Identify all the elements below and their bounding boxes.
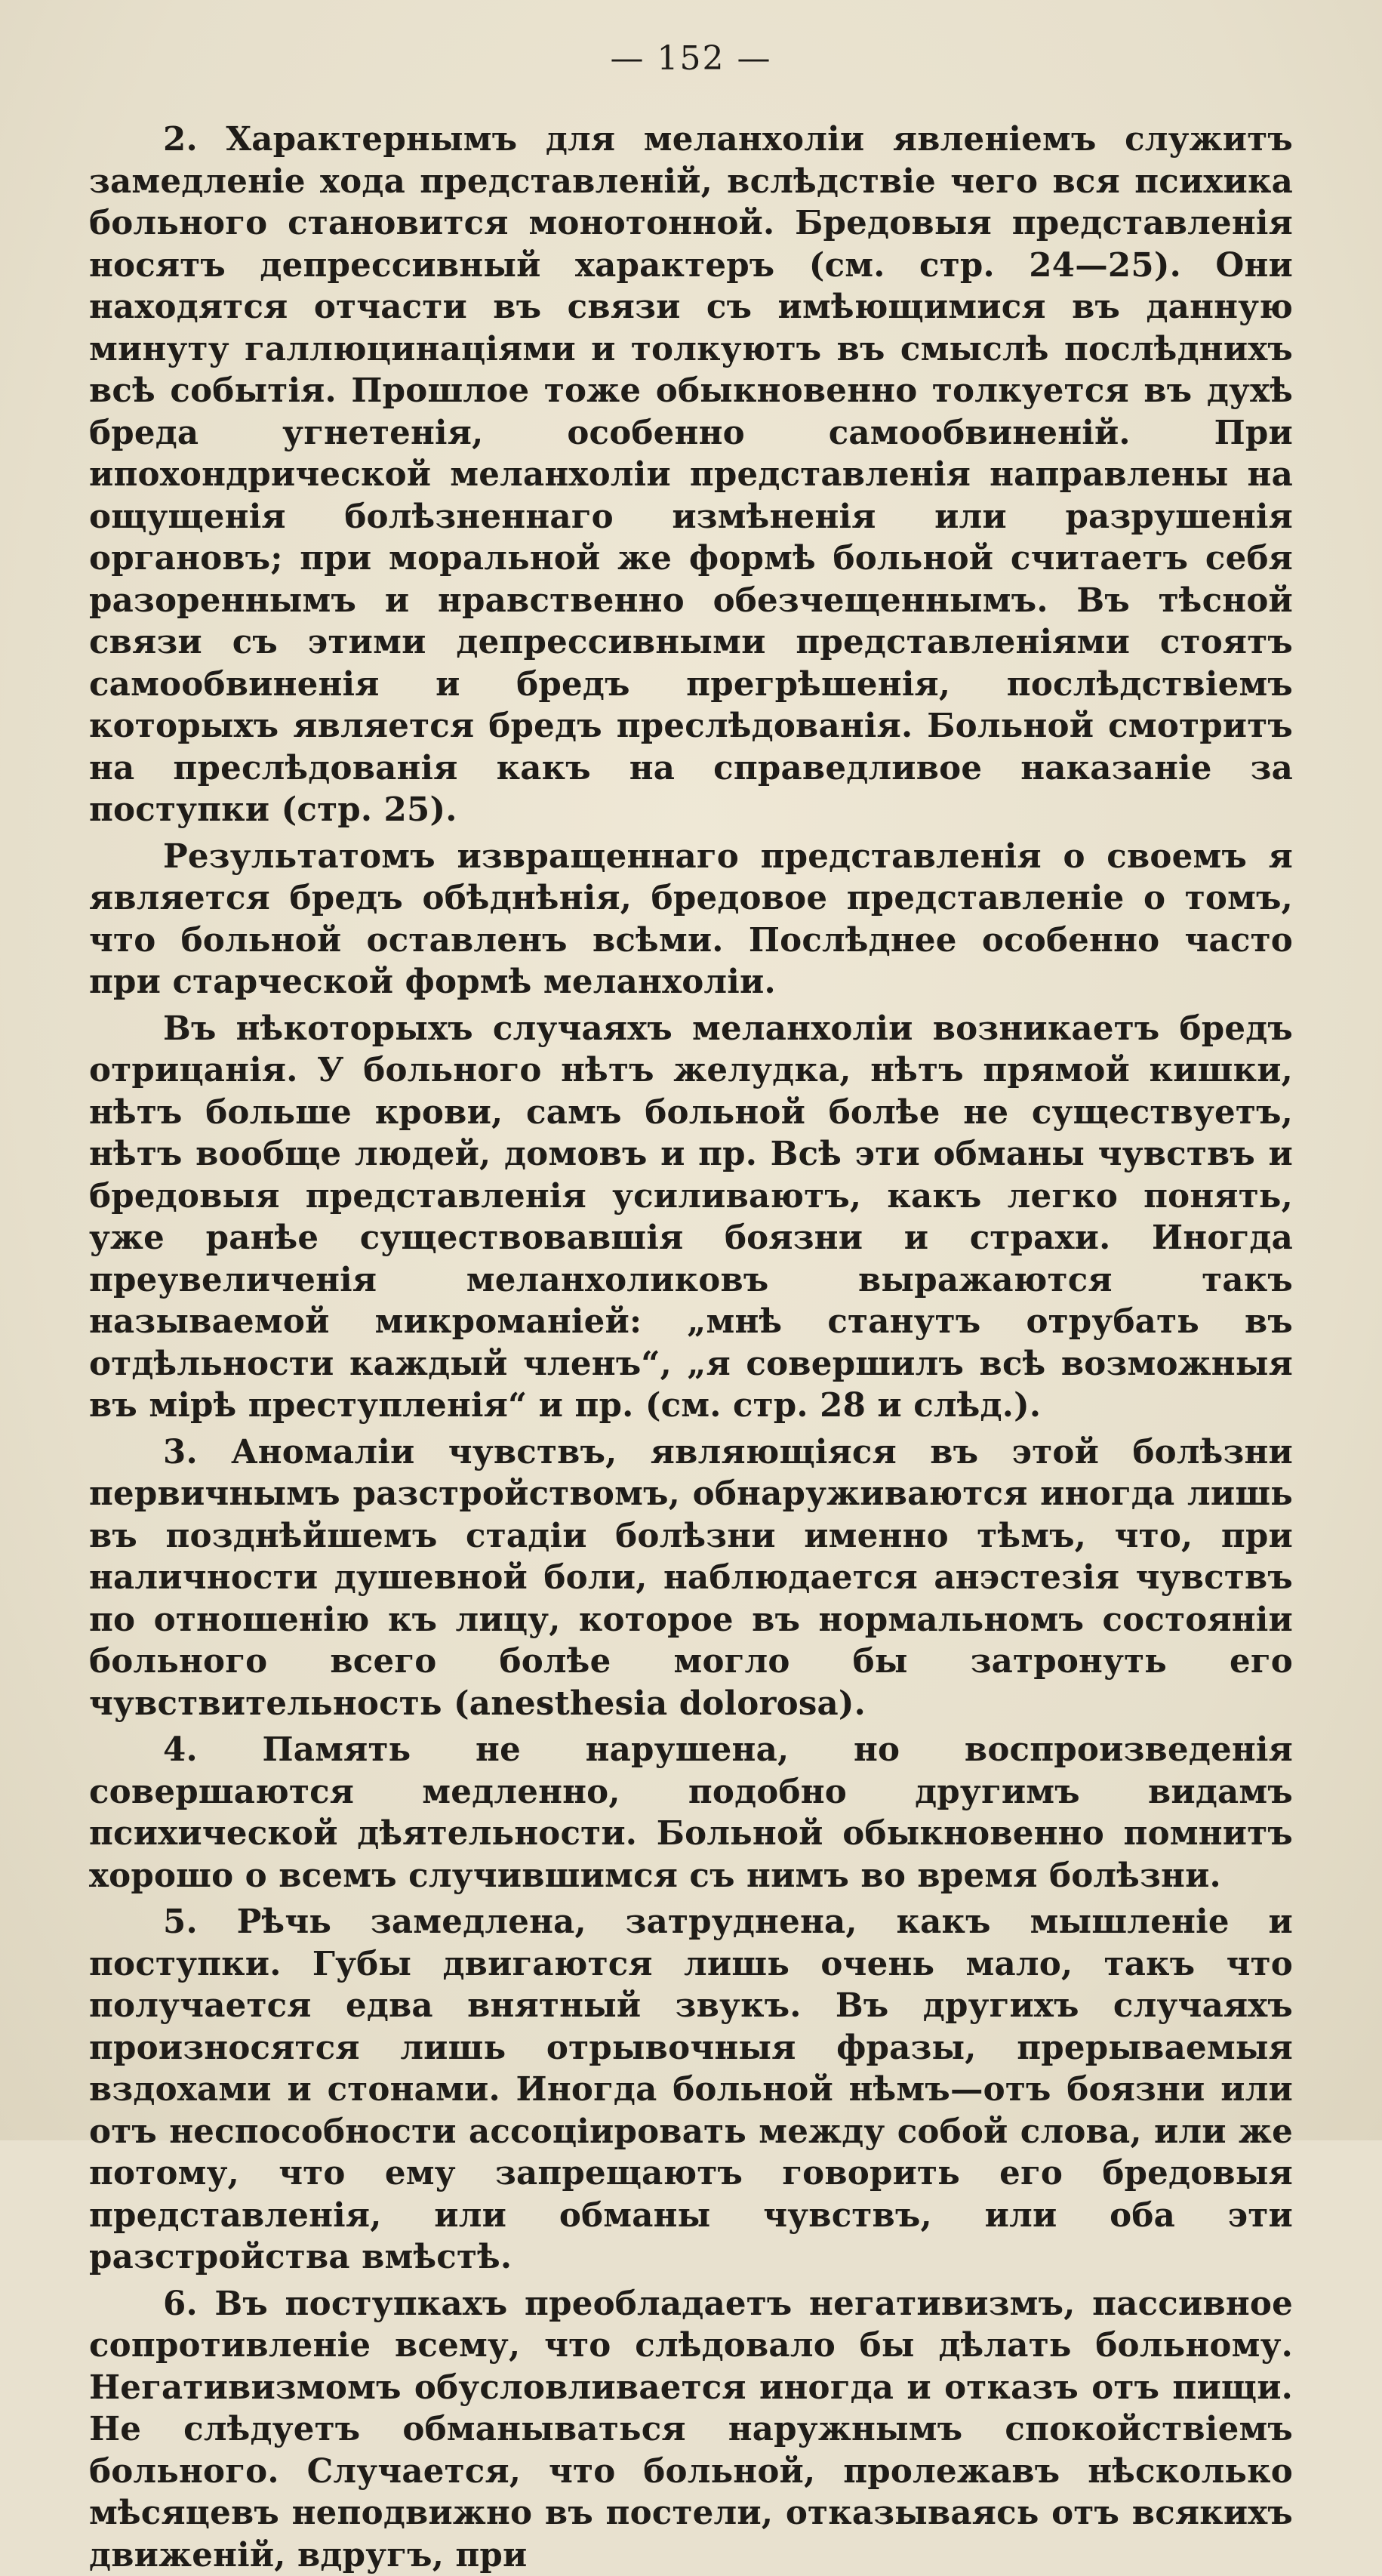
paragraph-6-actions: 6. Въ поступкахъ преобладаетъ негативизмъ, пассивное сопротивленіе всему, что слѣдовало бы дѣлать больному. Негативизмомъ обусловливается иногда и отказъ отъ пищи. Не слѣдуетъ обманываться наружнымъ спокойствіемъ больного. Случается, что больной, пролежавъ нѣсколько мѣсяцевъ неподвижно въ постели, отказываясь отъ всякихъ движеній, вдругъ, при (89, 2283, 1293, 2576)
paragraph-3-anomalies-of-feeling: 3. Аномаліи чувствъ, являющіяся въ этой болѣзни первичнымъ разстройствомъ, обнаруживаются иногда лишь въ позднѣйшемъ стадіи болѣзни именно тѣмъ, что, при наличности душевной боли, наблюдается анэстезія чувствъ по отношенію къ лицу, которое въ нормальномъ состояніи больного всего болѣе могло бы затронуть его чувствительность (anesthesia dolorosa). (89, 1431, 1293, 1725)
paragraph-2-ideation: 2. Характернымъ для меланхоліи явленіемъ служитъ замедленіе хода представленій, вслѣдствіе чего вся психика больного становится монотонной. Бредовыя представленія носятъ депрессивный характеръ (см. стр. 24—25). Они находятся отчасти въ связи съ имѣющимися въ данную минуту галлюцинаціями и толкуютъ въ смыслѣ послѣднихъ всѣ событія. Прошлое тоже обыкновенно толкуется въ духѣ бреда угнетенія, особенно самообвиненій. При ипохондрической меланхоліи представленія направлены на ощущенія болѣзненнаго измѣненія или разрушенія органовъ; при моральной же формѣ больной считаетъ себя разореннымъ и нравственно обезчещеннымъ. Въ тѣсной связи съ этими депрессивными представленіями стоятъ самообвиненія и бредъ прегрѣшенія, послѣдствіемъ которыхъ является бредъ преслѣдованія. Больной смотритъ на преслѣдованія какъ на справедливое наказаніе за поступки (стр. 25). (89, 119, 1293, 831)
paragraph-delusion-of-impoverishment: Результатомъ извращеннаго представленія о своемъ я является бредъ обѣднѣнія, бредовое представленіе о томъ, что больной оставленъ всѣми. Послѣднее особенно часто при старческой формѣ меланхоліи. (89, 836, 1293, 1003)
paragraph-4-memory: 4. Память не нарушена, но воспроизведенія совершаются медленно, подобно другимъ видамъ психической дѣятельности. Больной обыкновенно помнитъ хорошо о всемъ случившимся съ нимъ во время болѣзни. (89, 1729, 1293, 1897)
page-text (89, 119, 1293, 2576)
paragraph-5-speech: 5. Рѣчь замедлена, затруднена, какъ мышленіе и поступки. Губы двигаются лишь очень мало, такъ что получается едва внятный звукъ. Въ другихъ случаяхъ произносятся лишь отрывочныя фразы, прерываемыя вздохами и стонами. Иногда больной нѣмъ—отъ боязни или отъ неспособности ассоціировать между собой слова, или же потому, что ему запрещаютъ говорить его бредовыя представленія, или обманы чувствъ, или оба эти разстройства вмѣстѣ. (89, 1901, 1293, 2279)
page-number: — 152 — (89, 39, 1293, 78)
paragraph-delusion-of-negation: Въ нѣкоторыхъ случаяхъ меланхоліи возникаетъ бредъ отрицанія. У больного нѣтъ желудка, нѣтъ прямой кишки, нѣтъ больше крови, самъ больной болѣе не существуетъ, нѣтъ вообще людей, домовъ и пр. Всѣ эти обманы чувствъ и бредовыя представленія усиливаютъ, какъ легко понять, уже ранѣе существовавшія боязни и страхи. Иногда преувеличенія меланхоликовъ выражаются такъ называемой микроманіей: „мнѣ станутъ отрубать въ отдѣльности каждый членъ“, „я совершилъ всѣ возможныя въ мірѣ преступленія“ и пр. (см. стр. 28 и слѣд.). (89, 1008, 1293, 1427)
